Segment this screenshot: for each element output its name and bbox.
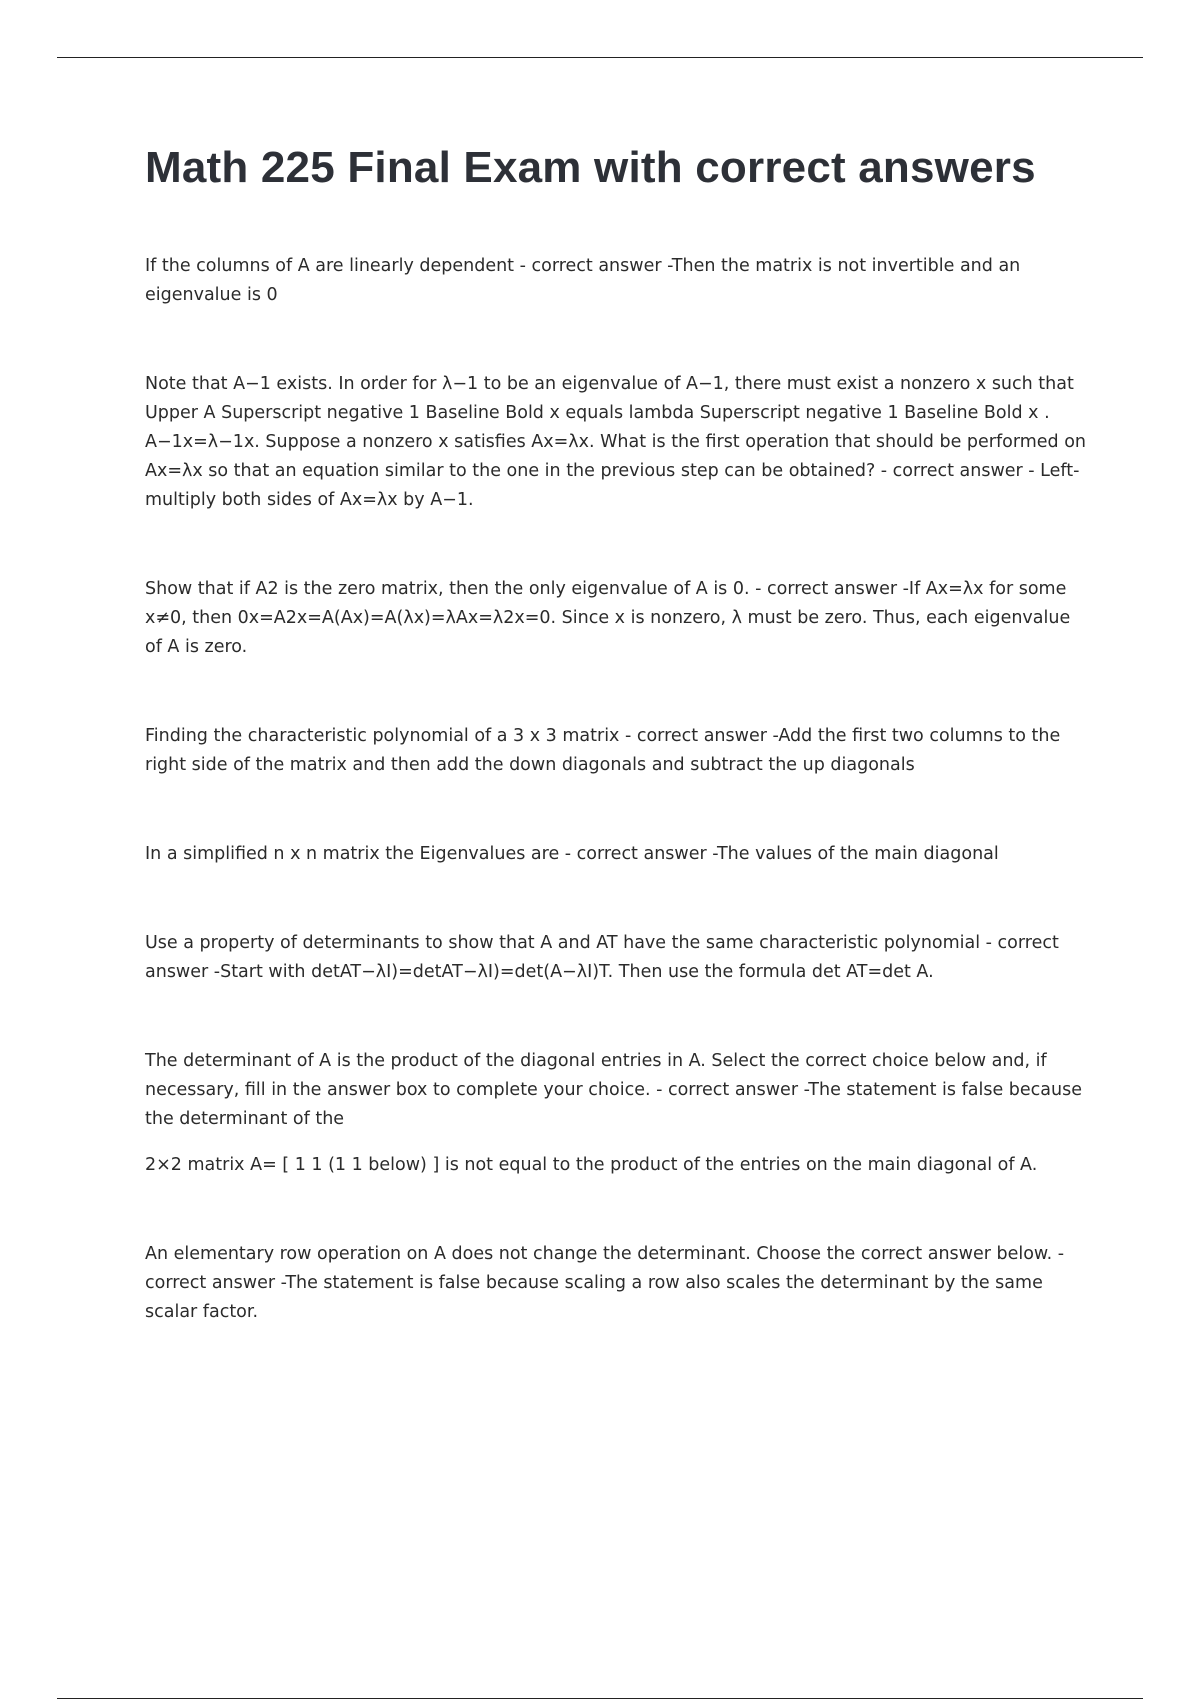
- qa-item-4: [145, 722, 1090, 780]
- bottom-rule: [57, 1698, 1143, 1699]
- qa-paragraph: The determinant of A is the product of the diagonal entries in A. Select the correct choice below and, if necessary, fill in the answer box to complete your choice. - correct answer -The statement is false because the determinant of the: [145, 1051, 1082, 1129]
- qa-item-2: [145, 370, 1090, 515]
- page-title: Math 225 Final Exam with correct answers: [145, 143, 1036, 192]
- qa-paragraph: Finding the characteristic polynomial of a 3 x 3 matrix - correct answer -Add the first two columns to the right side of the matrix and then add the down diagonals and subtract the up diagonals: [145, 726, 1061, 775]
- qa-paragraph: Show that if A2 is the zero matrix, then the only eigenvalue of A is 0. - correct answer -If Ax=λx for some x≠0, then 0x=A2x=A(Ax)=A(λx)=λAx=λ2x=0. Since x is nonzero, λ must be zero. Thus, each eigenvalue of A is zero.: [145, 579, 1071, 657]
- qa-paragraph: If the columns of A are linearly dependent - correct answer -Then the matrix is not invertible and an eigenvalue is 0: [145, 256, 1021, 305]
- qa-paragraph: In a simplified n x n matrix the Eigenvalues are - correct answer -The values of the main diagonal: [145, 844, 999, 864]
- qa-item-7: [145, 1047, 1090, 1180]
- qa-item-6: [145, 929, 1090, 987]
- top-rule: [57, 57, 1143, 58]
- document-body: [145, 140, 1090, 1387]
- qa-paragraph: An elementary row operation on A does not change the determinant. Choose the correct answer below. - correct answer -The statement is false because scaling a row also scales the determinant by the same scalar factor.: [145, 1244, 1065, 1322]
- qa-paragraph: Note that A−1 exists. In order for λ−1 to be an eigenvalue of A−1, there must exist a nonzero x such that Upper A Superscript negative 1 Baseline Bold x equals lambda Superscript negative 1 Baseline Bold x . A−1x=λ−1x. Suppose a nonzero x satisfies Ax=λx. What is the first operation that should be performed on Ax=λx so that an equation similar to the one in the previous step can be obtained? - correct answer - Left-multiply both sides of Ax=λx by A−1.: [145, 374, 1087, 510]
- qa-paragraph: Use a property of determinants to show that A and AT have the same characteristic polynomial - correct answer -Start with detAT−λI)=detAT−λI)=det(A−λI)T. Then use the formula det AT=det A.: [145, 933, 1059, 982]
- qa-paragraph: 2×2 matrix A= [ 1 1 (1 1 below) ] is not equal to the product of the entries on the main diagonal of A.: [145, 1155, 1038, 1175]
- qa-item-8: [145, 1240, 1090, 1327]
- qa-item-5: [145, 840, 1090, 869]
- qa-item-1: [145, 252, 1090, 310]
- qa-item-3: [145, 575, 1090, 662]
